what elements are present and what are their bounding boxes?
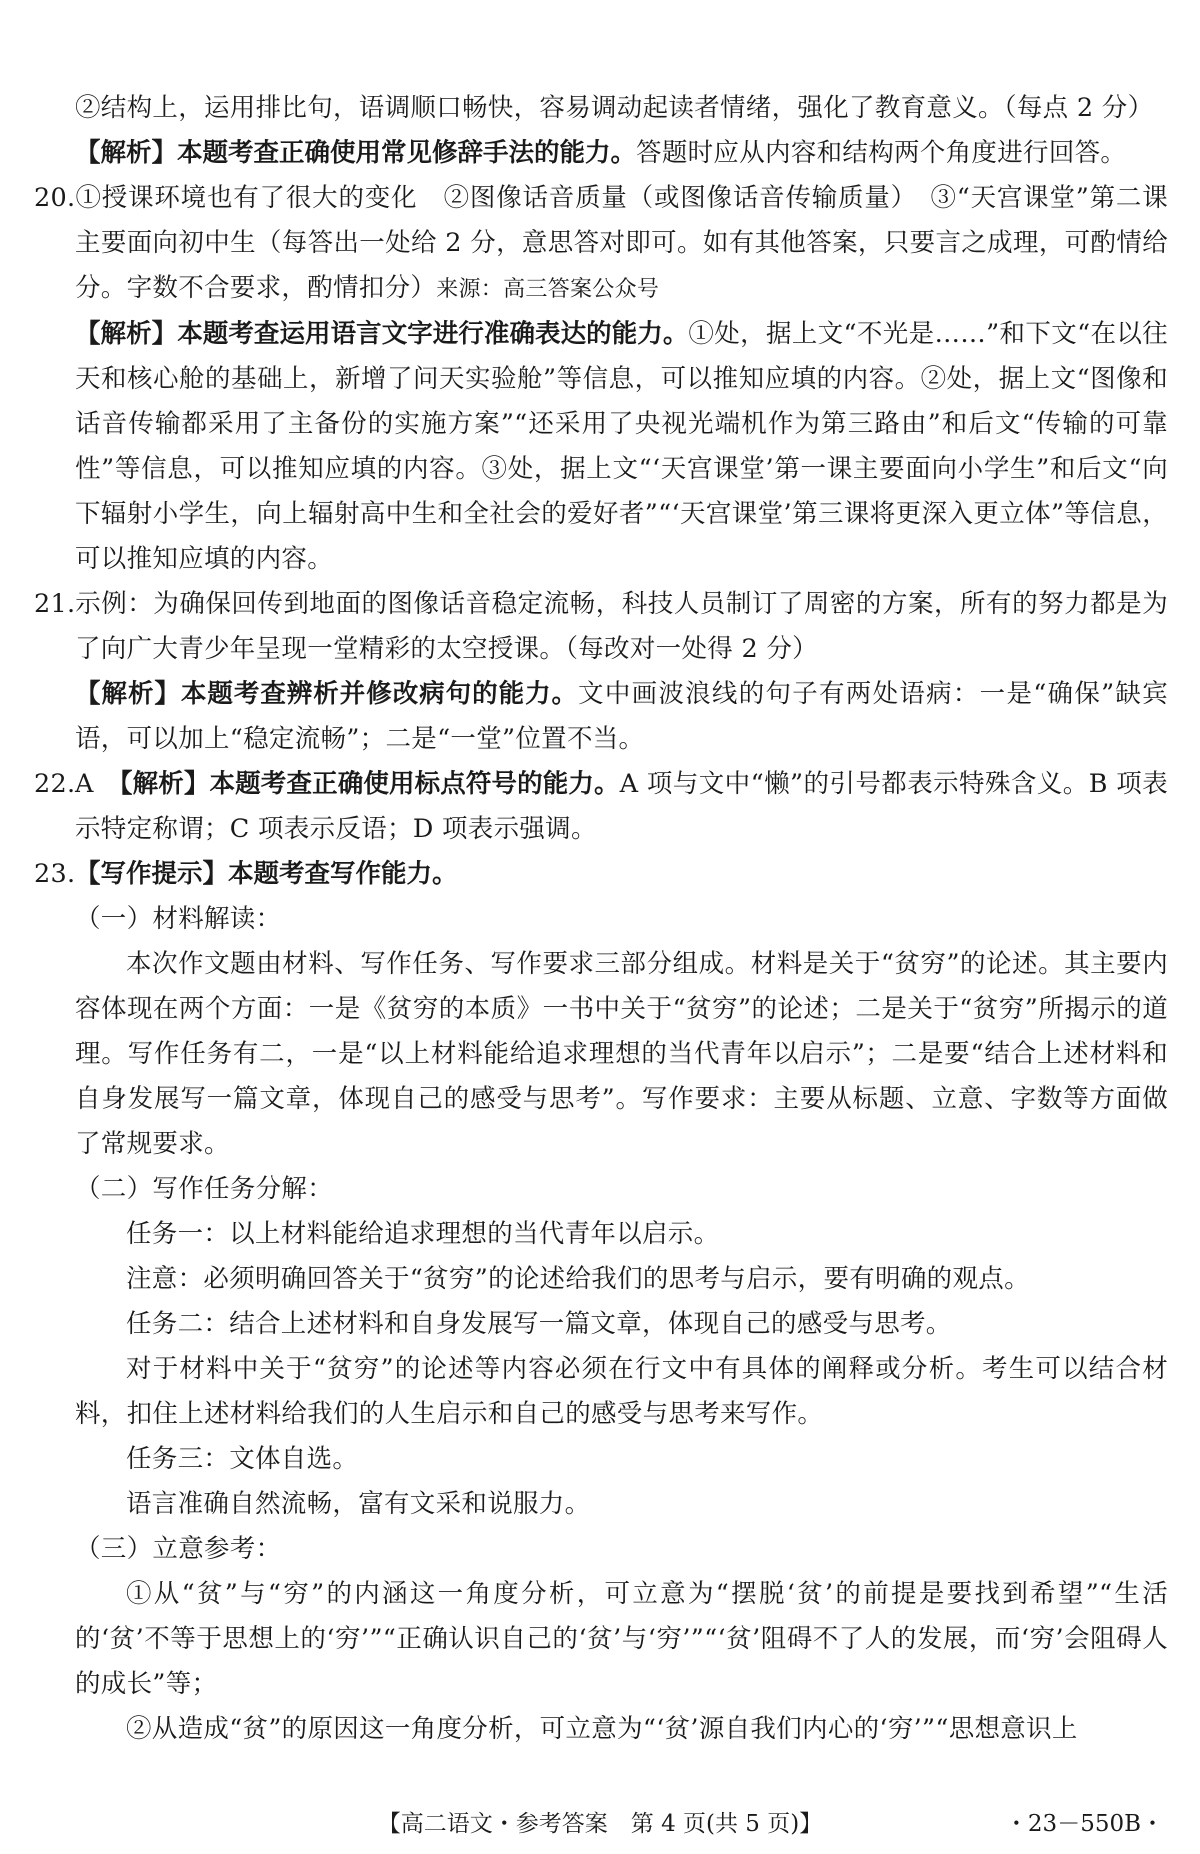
section-1-title: （一）材料解读： (75, 904, 282, 934)
analysis-label: 【解析】本题考查运用语言文字进行准确表达的能力。 (75, 319, 689, 349)
q19-answer-point-2: ②结构上，运用排比句，语调顺口畅快，容易调动起读者情绪，强化了教育意义。（每点 2 分） (75, 93, 1154, 123)
q20-analysis: 【解析】本题考查运用语言文字进行准确表达的能力。①处，据上文“不光是……”和下文“在以往天和核心舱的基础上，新增了问天实验舱”等信息，可以推知应填的内容。②处，据上文“图像和话音传输都采用了主备份的实施方案”“还采用了央视光端机作为第三路由”和后文“传输的可靠性”等信息，可以推知应填的内容。③处，据上文“‘天宫课堂’第一课主要面向小学生”和后文“向下辐射小学生，向上辐射高中生和全社会的爱好者”“‘天宫课堂’第三课将更深入更立体”等信息，可以推知应填的内容。 (75, 319, 1168, 574)
q22-answer: 22.A 【解析】本题考查正确使用标点符号的能力。A 项与文中“懒”的引号都表示特殊含义。B 项表示特定称谓；C 项表示反语；D 项表示强调。 (34, 762, 1168, 852)
section-1-paragraph: 本次作文题由材料、写作任务、写作要求三部分组成。材料是关于“贫穷”的论述。其主要内容体现在两个方面：一是《贫穷的本质》一书中关于“贫穷”的论述；二是关于“贫穷”所揭示的道理。写作任务有二，一是“以上材料能给追求理想的当代青年以启示”；二是要“结合上述材料和自身发展写一篇文章，体现自己的感受与思考”。写作要求：主要从标题、立意、字数等方面做了常规要求。 (75, 949, 1168, 1159)
writing-tip-label: 【写作提示】本题考查写作能力。 (75, 859, 458, 889)
question-number: 23. (34, 859, 76, 889)
idea-2: ②从造成“贫”的原因这一角度分析，可立意为“‘贫’源自我们内心的‘穷’”“思想意识上 (126, 1714, 1078, 1744)
section-3-title: （三）立意参考： (75, 1534, 282, 1564)
page-footer (0, 1806, 1200, 1842)
question-number: 20. (34, 183, 76, 213)
task-3: 任务三：文体自选。 (126, 1444, 359, 1474)
analysis-label: 【解析】本题考查正确使用常见修辞手法的能力。 (75, 138, 637, 168)
question-number: 21. (34, 589, 76, 619)
source-note: 来源：高三答案公众号 (436, 277, 660, 302)
footer-page-info: 【高二语文・参考答案 第 4 页(共 5 页)】 (377, 1811, 823, 1837)
task-1: 任务一：以上材料能给追求理想的当代青年以启示。 (126, 1219, 720, 1249)
task-1-note: 注意：必须明确回答关于“贫穷”的论述给我们的思考与启示，要有明确的观点。 (126, 1264, 1030, 1294)
q21-analysis: 【解析】本题考查辨析并修改病句的能力。文中画波浪线的句子有两处语病：一是“确保”缺宾语，可以加上“稳定流畅”；二是“一堂”位置不当。 (75, 679, 1168, 754)
task-2-paragraph: 对于材料中关于“贫穷”的论述等内容必须在行文中有具体的阐释或分析。考生可以结合材料，扣住上述材料给我们的人生启示和自己的感受与思考来写作。 (75, 1354, 1168, 1429)
footer-code: ・23－550B・ (1004, 1811, 1164, 1837)
q19-analysis: 【解析】本题考查正确使用常见修辞手法的能力。答题时应从内容和结构两个角度进行回答。 (75, 138, 1127, 168)
q20-answer: 20.①授课环境也有了很大的变化 ②图像话音质量（或图像话音传输质量） ③“天宫课堂”第二课主要面向初中生（每答出一处给 2 分，意思答对即可。如有其他答案，只要言之成理，可酌情给分。字数不合要求，酌情扣分）来源：高三答案公众号 (34, 176, 1168, 312)
task-2: 任务二：结合上述材料和自身发展写一篇文章，体现自己的感受与思考。 (126, 1309, 952, 1339)
language-requirement: 语言准确自然流畅，富有文采和说服力。 (126, 1489, 591, 1519)
analysis-label: 【解析】本题考查正确使用标点符号的能力。 (119, 769, 620, 799)
idea-1: ①从“贫”与“穷”的内涵这一角度分析，可立意为“摆脱‘贫’的前提是要找到希望”“生活的‘贫’不等于思想上的‘穷’”“正确认识自己的‘贫’与‘穷’”“‘贫’阻碍不了人的发展，而‘穷’会阻碍人的成长”等； (75, 1579, 1168, 1699)
q21-answer: 21.示例：为确保回传到地面的图像话音稳定流畅，科技人员制订了周密的方案，所有的努力都是为了向广大青少年呈现一堂精彩的太空授课。（每改对一处得 2 分） (34, 582, 1168, 672)
q23-heading (34, 852, 1168, 897)
analysis-label: 【解析】本题考查辨析并修改病句的能力。 (75, 679, 579, 709)
document-body (34, 86, 1168, 1752)
section-2-title: （二）写作任务分解： (75, 1174, 334, 1204)
question-number: 22. (34, 769, 76, 799)
